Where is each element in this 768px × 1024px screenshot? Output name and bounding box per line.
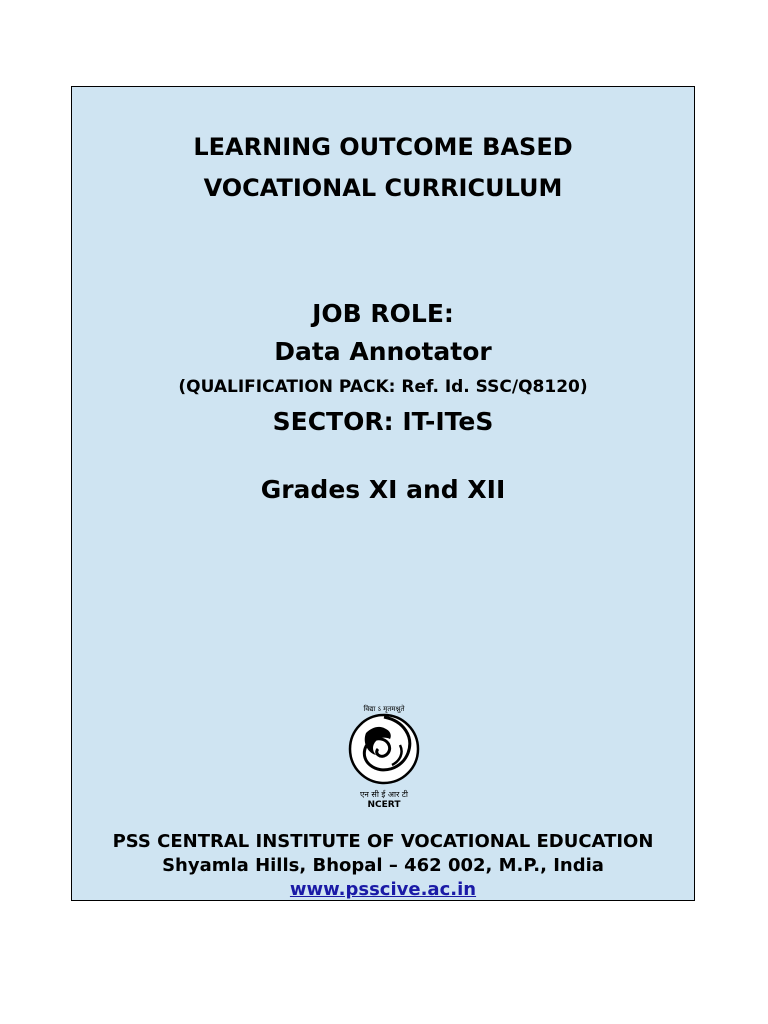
ncert-logo-icon <box>342 703 426 811</box>
logo-abbr: NCERT <box>367 800 401 810</box>
job-role-label: JOB ROLE: <box>312 299 454 328</box>
logo-motto: विद्या ऽ मृतमश्नुते <box>363 705 405 713</box>
heading-line-2: VOCATIONAL CURRICULUM <box>203 174 563 202</box>
cover-page <box>71 86 695 901</box>
heading-line-1: LEARNING OUTCOME BASED <box>193 133 573 161</box>
grades-label: Grades XI and XII <box>260 475 506 504</box>
qualification-pack: (QUALIFICATION PACK: Ref. Id. SSC/Q8120) <box>178 377 588 397</box>
institute-name: PSS CENTRAL INSTITUTE OF VOCATIONAL EDUCATION <box>112 831 654 852</box>
institute-address: Shyamla Hills, Bhopal – 462 002, M.P., India <box>162 855 604 876</box>
institute-website-line <box>72 879 694 900</box>
logo-hindi-abbr: एन सी ई आर टी <box>360 790 408 799</box>
job-role-title: Data Annotator <box>274 337 492 366</box>
institute-website-link[interactable]: www.psscive.ac.in <box>289 879 477 900</box>
sector-label: SECTOR: IT-ITeS <box>272 407 494 436</box>
